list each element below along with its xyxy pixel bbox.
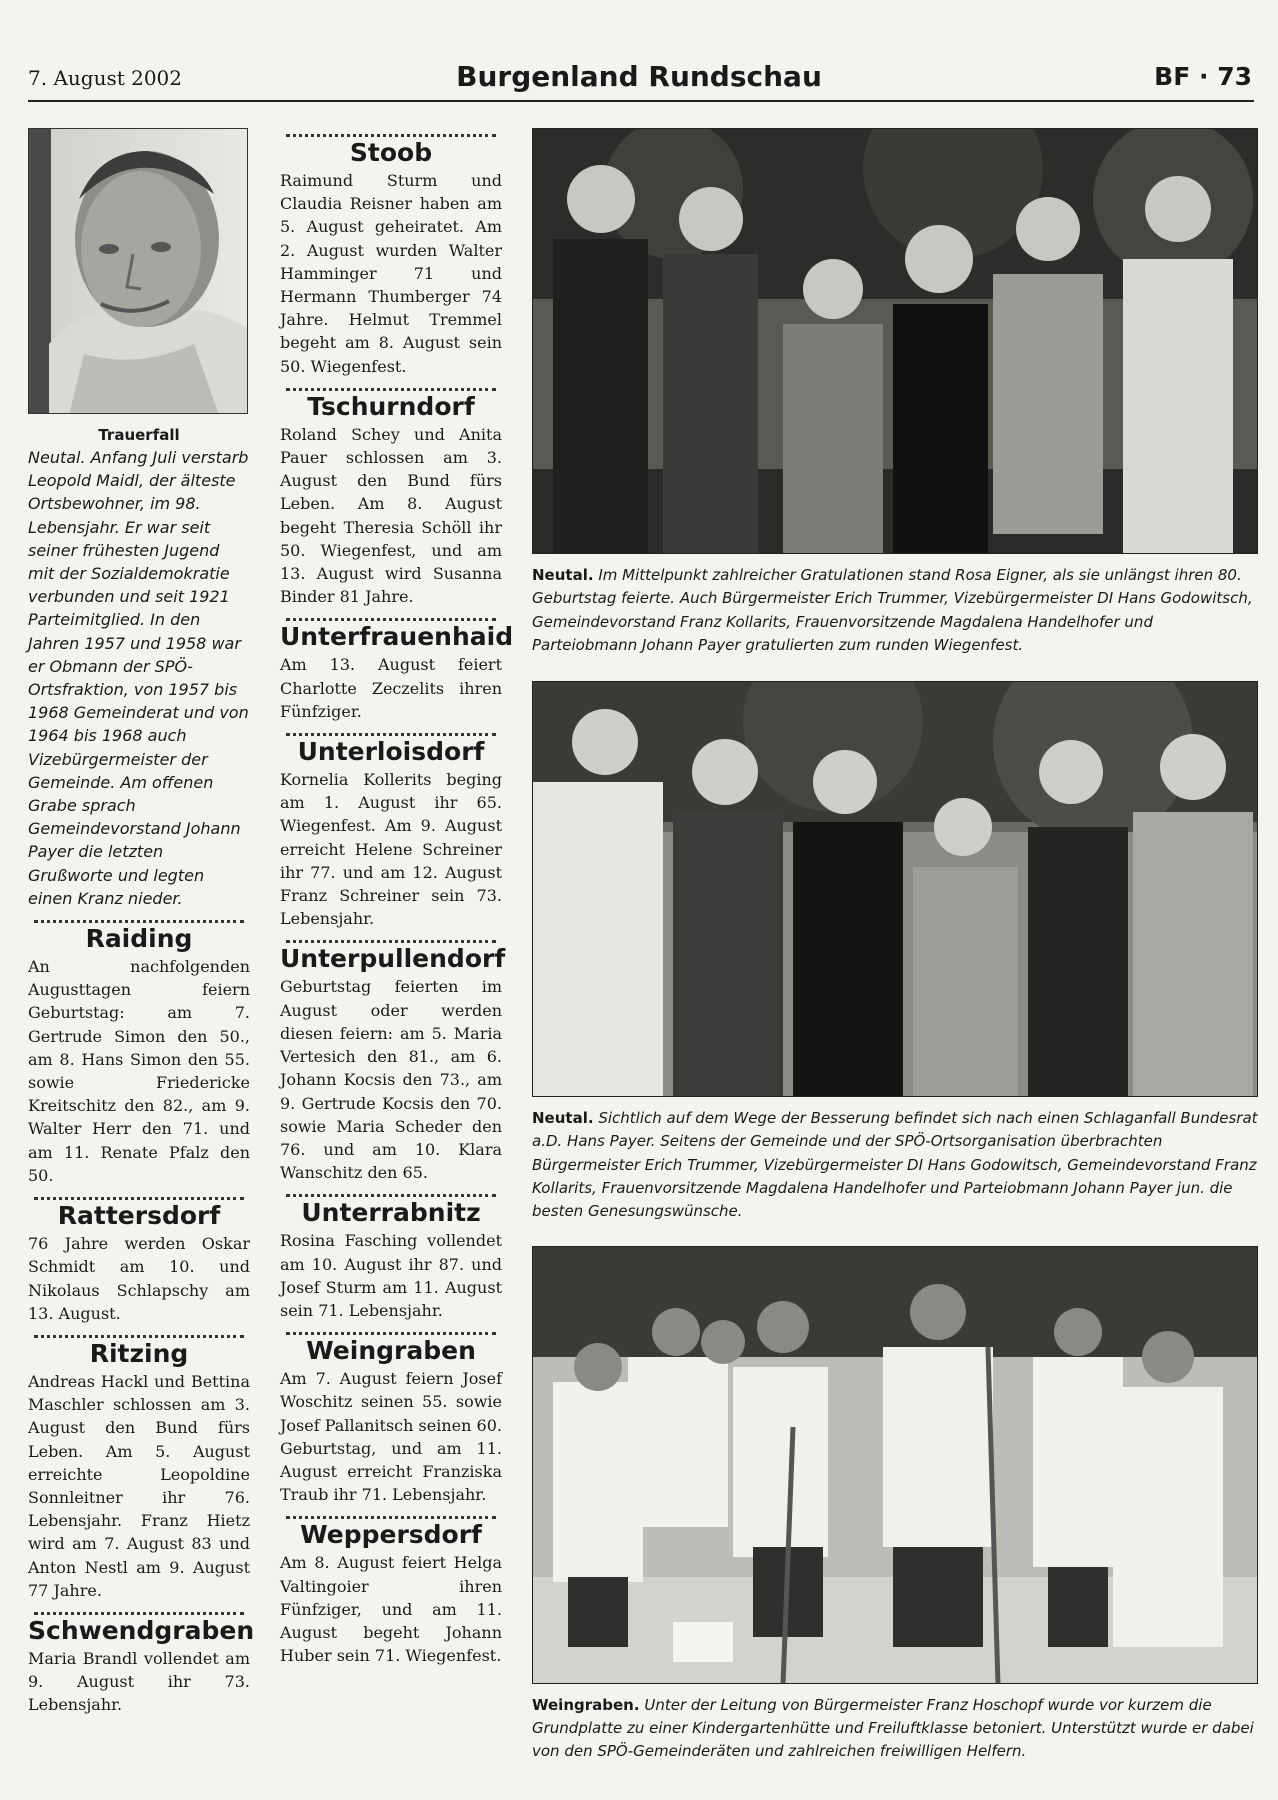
- section-title-raiding: Raiding: [85, 924, 193, 954]
- column-middle: [280, 134, 514, 1667]
- section-title-stoob: Stoob: [349, 138, 433, 167]
- section-title-unterloisdorf: Unterloisdorf: [297, 737, 485, 767]
- section-text-unterfrauenhaid: Am 13. August feiert Charlotte Zeczelits ihren Fünfziger.: [280, 655, 502, 721]
- section-text-unterrabnitz: Rosina Fasching vollendet am 10. August ihr 87. und Josef Sturm am 11. August sein 71. Lebensjahr.: [280, 1231, 502, 1320]
- column-photos: [532, 128, 1258, 1764]
- caption-place: Neutal.: [532, 566, 594, 584]
- photo-caption-neutal-visit: [532, 1107, 1258, 1223]
- obituary-portrait-photo: [28, 128, 248, 414]
- section-title-schwendgraben: Schwendgraben: [28, 1615, 255, 1645]
- page-number: BF · 73: [1154, 62, 1252, 91]
- photo-neutal-visit: [532, 681, 1258, 1097]
- section-title-unterpullendorf: Unterpullendorf: [280, 944, 506, 974]
- photo-neutal-birthday: [532, 128, 1258, 554]
- section-text-unterpullendorf: Geburtstag feierten im August oder werden diesen feiern: am 5. Maria Vertesich den 81., am 6. Johann Kocsis den 73., am 9. Gertrude Kocsis den 70. sowie Maria Scheder den 76. und am 10. Klara Wanschitz den 65.: [280, 977, 502, 1183]
- section-text-raiding: An nachfolgenden Augusttagen feiern Geburtstag: am 7. Gertrude Simon den 50., am 8. Hans Simon den 55. sowie Friedericke Kreitschitz den 82., am 9. Walter Herr den 71. und am 11. Renate Pfalz den 50.: [28, 957, 250, 1185]
- section-text-rattersdorf: 76 Jahre werden Oskar Schmidt am 10. und Nikolaus Schlapschy am 13. August.: [28, 1234, 250, 1323]
- caption-text: Im Mittelpunkt zahlreicher Gratulationen stand Rosa Eigner, als sie unlängst ihren 80. Geburtstag feierte. Auch Bürgermeister Erich Trummer, Vizebürgermeister DI Hans Godowitsch, Gemeindevorstand Franz Kollarits, Frauenvorsitzende Magdalena Handelhofer und Parteiobmann Johann Payer gratulierten zum runden Wiegenfest.: [532, 566, 1253, 654]
- section-title-unterrabnitz: Unterrabnitz: [301, 1198, 481, 1228]
- obituary-heading: Trauerfall: [98, 426, 180, 444]
- section-title-unterfrauenhaid: Unterfrauenhaid: [280, 622, 514, 652]
- section-title-tschurndorf: Tschurndorf: [307, 391, 475, 421]
- section-text-weingraben: Am 7. August feiern Josef Woschitz seinen 55. sowie Josef Pallanitsch seinen 60. Geburtstag, und am 11. August erreicht Franziska Traub ihr 71. Lebensjahr.: [280, 1369, 502, 1505]
- issue-date: 7. August 2002: [28, 66, 183, 90]
- section-title-rattersdorf: Rattersdorf: [57, 1201, 221, 1231]
- newspaper-title: Burgenland Rundschau: [456, 60, 822, 93]
- section-text-unterloisdorf: Kornelia Kollerits beging am 1. August ihr 65. Wiegenfest. Am 9. August erreicht Helene Schreiner ihr 77. und am 12. August Franz Schreiner sein 73. Lebensjahr.: [280, 770, 502, 929]
- caption-text: Sichtlich auf dem Wege der Besserung befindet sich nach einen Schlaganfall Bundesrat a.D. Hans Payer. Seitens der Gemeinde und der SPÖ-Ortsorganisation überbrachten Bürgermeister Erich Trummer, Vizebürgermeister DI Hans Godowitsch, Gemeindevorstand Franz Kollarits, Frauenvorsitzende Magdalena Handelhofer und Parteiobmann Johann Payer jun. die besten Genesungswünsche.: [532, 1109, 1258, 1221]
- column-left: [28, 128, 255, 1717]
- obituary-text: Neutal. Anfang Juli verstarb Leopold Maidl, der älteste Ortsbewohner, im 98. Lebensjahr. Er war seit seiner frühesten Jugend mit der Sozialdemokratie verbunden und seit 1921 Parteimitglied. In den Jahren 1957 und 1958 war er Obmann der SPÖ-Ortsfraktion, von 1957 bis 1968 Gemeinderat und von 1964 bis 1968 auch Vizebürgermeister der Gemeinde. Am offenen Grabe sprach Gemeindevorstand Johann Payer die letzten Grußworte und legten einen Kranz nieder.: [28, 448, 249, 908]
- section-title-weingraben: Weingraben: [306, 1336, 476, 1366]
- section-text-ritzing: Andreas Hackl und Bettina Maschler schlossen am 3. August den Bund fürs Leben. Am 5. August erreichte Leopoldine Sonnleitner ihr 76. Lebensjahr. Franz Hietz wird am 7. August 83 und Anton Nestl am 9. August 77 Jahre.: [28, 1371, 250, 1600]
- section-text-schwendgraben: Maria Brandl vollendet am 9. August ihr 73. Lebensjahr.: [28, 1648, 250, 1715]
- header-rule: [28, 100, 1254, 102]
- caption-text: Unter der Leitung von Bürgermeister Franz Hoschopf wurde vor kurzem die Grundplatte zu einer Kindergartenhütte und Freiluftklasse betoniert. Unterstützt wurde er dabei von den SPÖ-Gemeinderäten und zahlreichen freiwilligen Helfern.: [532, 1695, 1254, 1761]
- section-text-tschurndorf: Roland Schey und Anita Pauer schlossen am 3. August den Bund fürs Leben. Am 8. August begeht Theresia Schöll ihr 50. Wiegenfest, und am 13. August wird Susanna Binder 81 Jahre.: [280, 424, 502, 607]
- section-text-stoob: Raimund Sturm und Claudia Reisner haben am 5. August geheiratet. Am 2. August wurden Walter Hamminger 71 und Hermann Thumberger 74 Jahre. Helmut Tremmel begeht am 8. August sein 50. Wiegenfest.: [280, 171, 502, 376]
- caption-place: Weingraben.: [532, 1695, 640, 1714]
- photo-caption-neutal-birthday: [532, 564, 1258, 657]
- section-text-weppersdorf: Am 8. August feiert Helga Valtingoier ihren Fünfziger, und am 11. August begeht Johann Huber sein 71. Wiegenfest.: [280, 1553, 502, 1666]
- photo-caption-weingraben: [532, 1694, 1258, 1764]
- photo-weingraben-construction: [532, 1246, 1258, 1684]
- caption-place: Neutal.: [532, 1109, 594, 1128]
- section-title-ritzing: Ritzing: [89, 1338, 189, 1368]
- section-title-weppersdorf: Weppersdorf: [300, 1520, 482, 1550]
